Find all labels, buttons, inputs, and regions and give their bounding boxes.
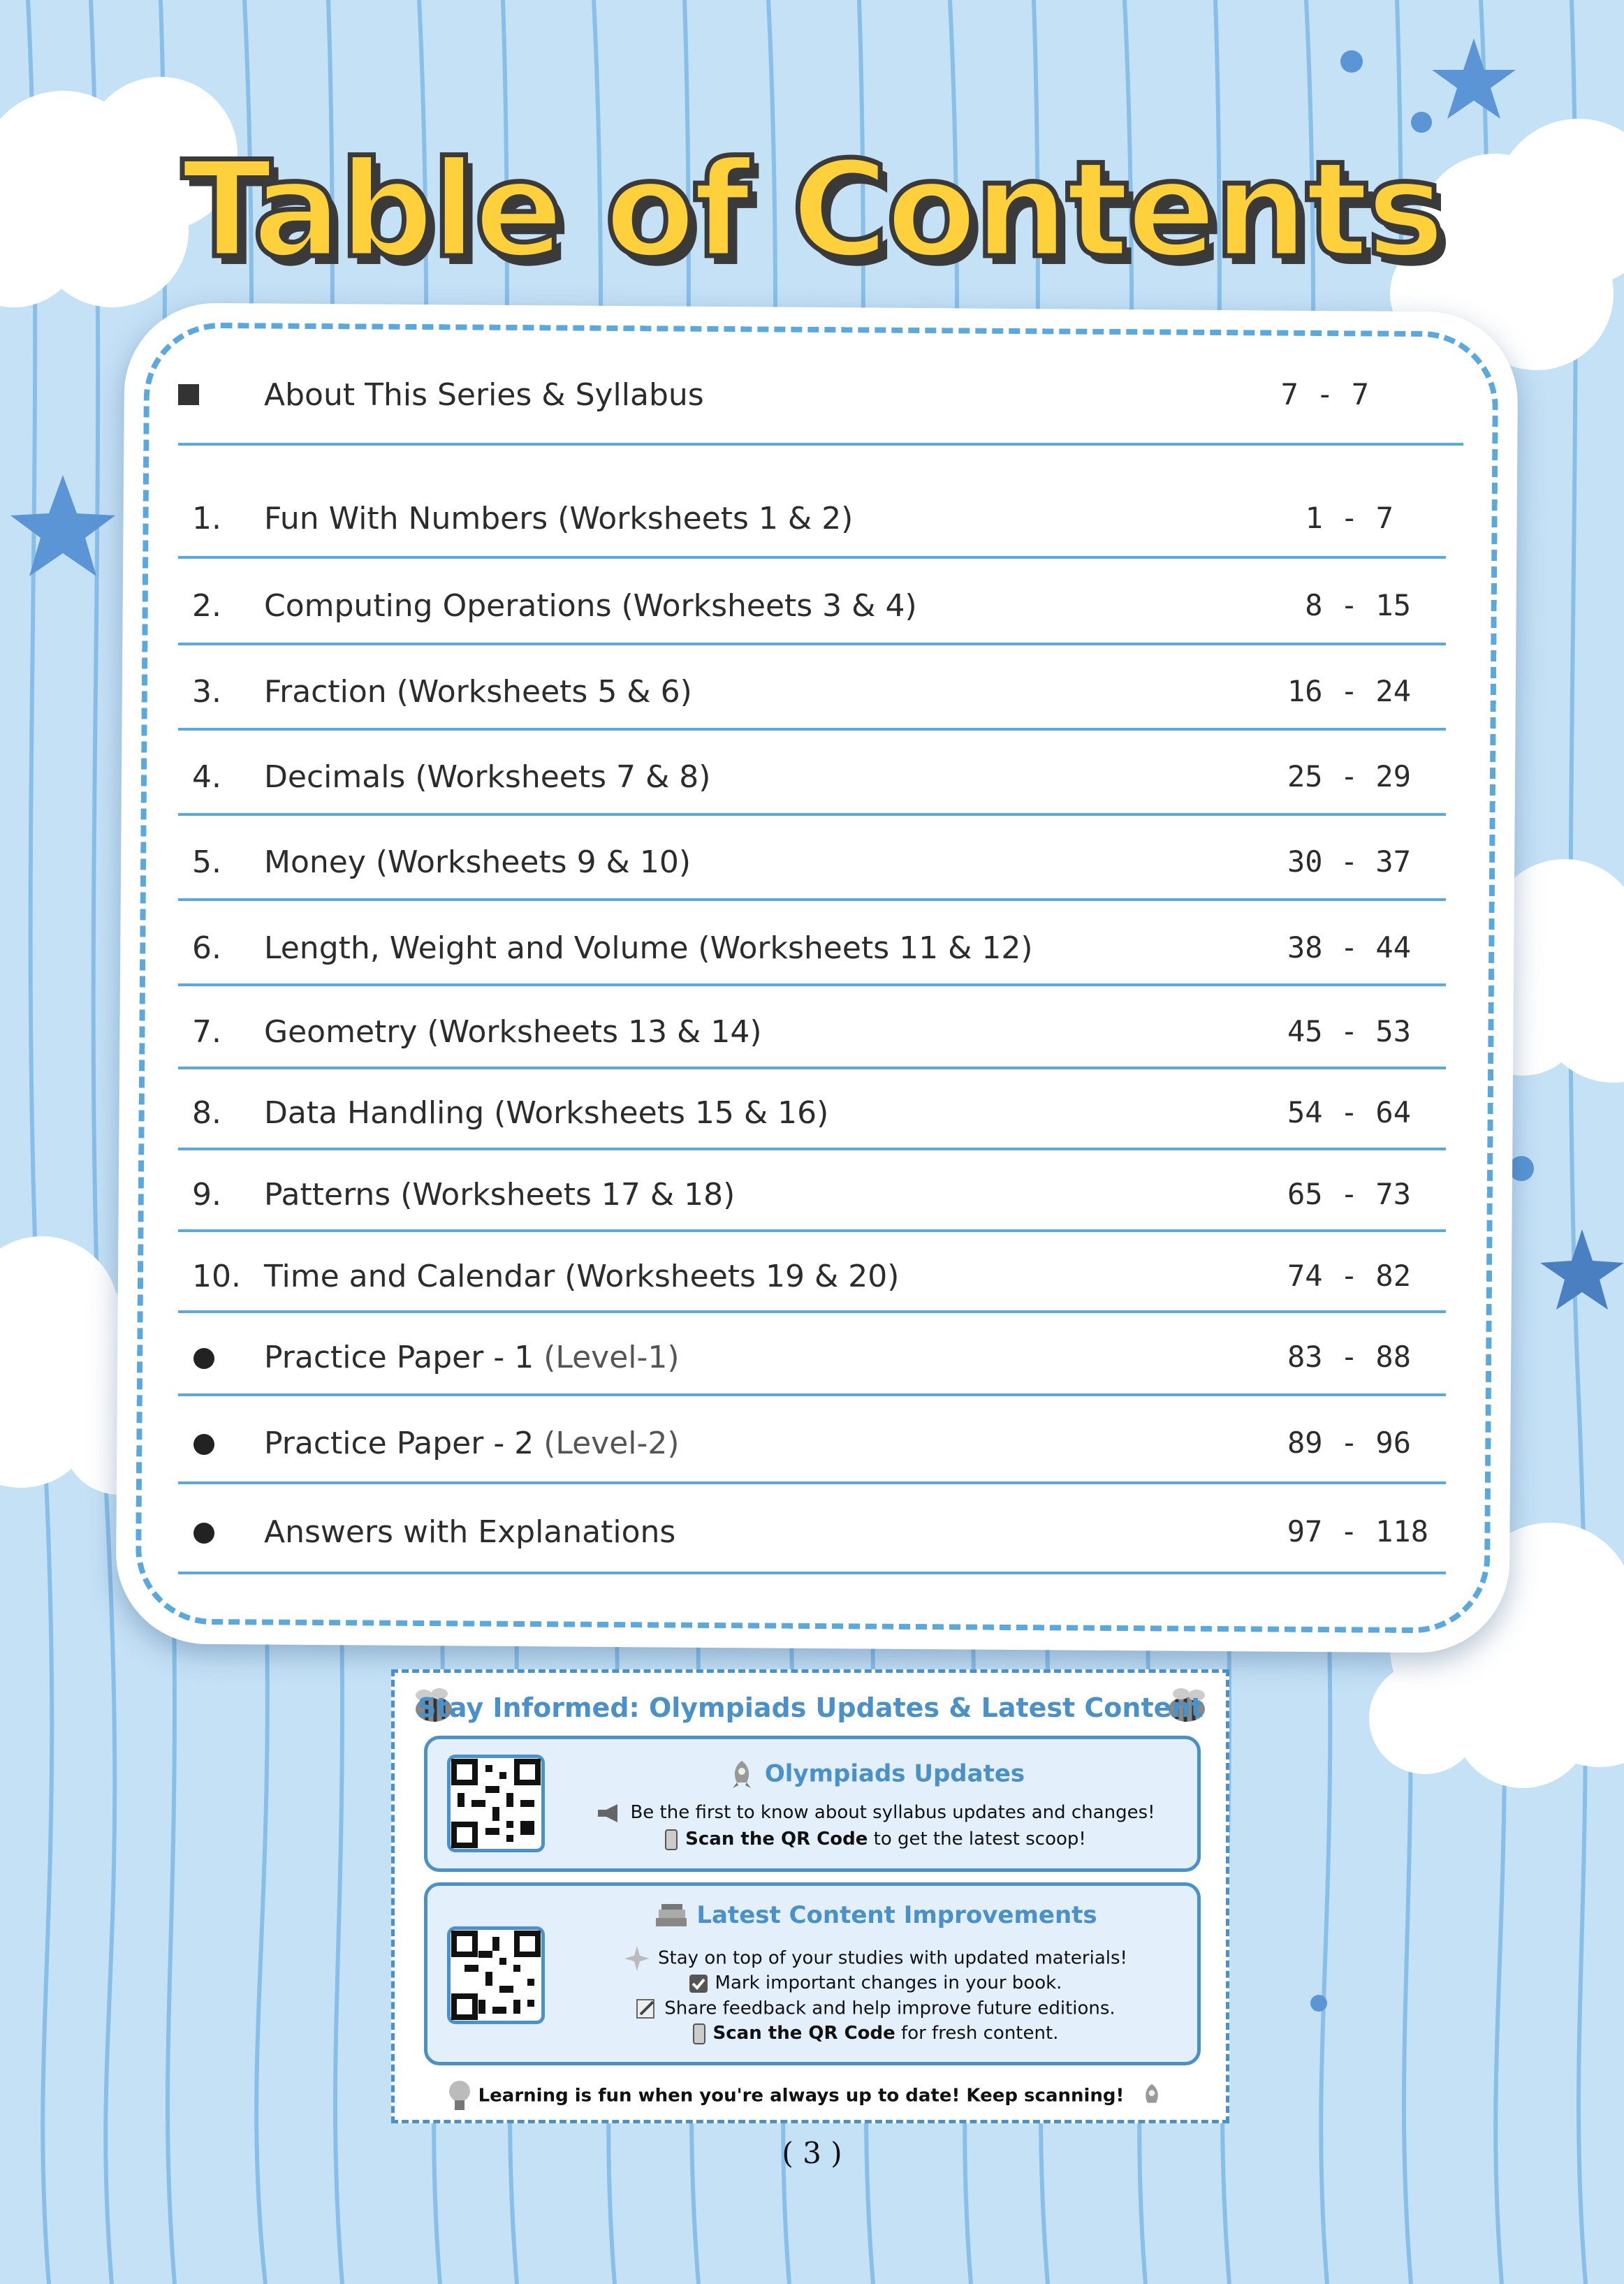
updates-title: Olympiads Updates: [567, 1759, 1183, 1791]
toc-label: Answers with Explanations: [264, 1514, 676, 1550]
divider: [178, 1481, 1446, 1484]
improvements-line-1: Stay on top of your studies with updated materials!: [567, 1945, 1183, 1972]
toc-pages: 45 - 53: [1287, 1014, 1411, 1048]
toc-number: 5.: [192, 844, 221, 880]
improvements-line-4: Scan the QR Code for fresh content.: [567, 2023, 1183, 2044]
toc-label: Data Handling (Worksheets 15 & 16): [264, 1095, 829, 1131]
toc-number: 4.: [192, 759, 221, 795]
toc-label: Decimals (Worksheets 7 & 8): [264, 759, 711, 795]
toc-number: 1.: [192, 501, 221, 536]
toc-pages: 1 - 7: [1305, 501, 1393, 535]
info-box: [391, 1669, 1229, 2123]
rocket-icon: [726, 1759, 758, 1791]
toc-number: 10.: [192, 1259, 241, 1294]
divider: [178, 813, 1446, 816]
star-icon: [1432, 38, 1516, 119]
toc-label: Practice Paper - 1 (Level-1): [264, 1340, 680, 1375]
divider: [178, 1148, 1446, 1150]
improvements-panel: [424, 1882, 1201, 2065]
toc-row[interactable]: [178, 759, 1446, 801]
qr-code-icon[interactable]: [447, 1926, 545, 2024]
toc-pages: 89 - 96: [1287, 1426, 1411, 1460]
toc-row[interactable]: [178, 674, 1446, 716]
toc-row[interactable]: [178, 1340, 1446, 1382]
sparkle-icon: [623, 1945, 651, 1972]
improvements-line-2: Mark important changes in your book.: [567, 1972, 1183, 1993]
toc-pages: 83 - 88: [1287, 1340, 1411, 1374]
toc-row[interactable]: [178, 588, 1446, 630]
megaphone-icon: [595, 1803, 623, 1824]
square-bullet-icon: [178, 384, 199, 405]
toc-pages: 38 - 44: [1287, 930, 1411, 965]
updates-line-2: Scan the QR Code to get the latest scoop!: [567, 1829, 1183, 1850]
divider: [178, 983, 1446, 986]
toc-pages: 97 - 118: [1287, 1514, 1428, 1549]
toc-label: Time and Calendar (Worksheets 19 & 20): [264, 1259, 900, 1294]
toc-number: 9.: [192, 1177, 221, 1213]
phone-icon: [692, 2023, 706, 2044]
toc-pages: 8 - 15: [1305, 588, 1411, 622]
toc-intro-row[interactable]: [178, 377, 1446, 419]
toc-number: 6.: [192, 930, 221, 966]
info-footer: Learning is fun when you're always up to date! Keep scanning!: [395, 2079, 1226, 2113]
divider: [178, 556, 1446, 559]
phone-icon: [664, 1829, 678, 1850]
bullet-icon: [193, 1434, 214, 1455]
toc-label: Fraction (Worksheets 5 & 6): [264, 674, 692, 710]
toc-row[interactable]: [178, 501, 1446, 543]
toc-label: Computing Operations (Worksheets 3 & 4): [264, 588, 917, 624]
toc-number: 2.: [192, 588, 221, 624]
qr-code-icon[interactable]: [447, 1755, 545, 1852]
books-icon: [653, 1903, 689, 1931]
toc-pages: 54 - 64: [1287, 1095, 1411, 1129]
toc-label: Practice Paper - 2 (Level-2): [264, 1426, 680, 1461]
bullet-icon: [193, 1348, 214, 1369]
toc-row[interactable]: [178, 930, 1446, 972]
divider: [178, 728, 1446, 731]
divider: [178, 1310, 1446, 1313]
rocket-icon: [1138, 2082, 1166, 2110]
toc-row[interactable]: [178, 1014, 1446, 1056]
page-title: Table of Contents: [182, 133, 1442, 287]
toc-row[interactable]: [178, 1514, 1446, 1556]
divider: [178, 1572, 1446, 1574]
divider: [178, 898, 1446, 901]
toc-pages: 25 - 29: [1287, 759, 1411, 793]
divider: [178, 443, 1463, 446]
star-icon: [1540, 1229, 1624, 1310]
lightbulb-icon: [448, 2079, 471, 2113]
divider: [178, 1229, 1446, 1232]
toc-label: Geometry (Worksheets 13 & 14): [264, 1014, 762, 1050]
improvements-line-3: Share feedback and help improve future editions.: [567, 1998, 1183, 2020]
toc-number: 7.: [192, 1014, 221, 1050]
toc-row[interactable]: [178, 1095, 1446, 1137]
checkbox-icon: [689, 1974, 708, 1993]
toc-pages: 65 - 73: [1287, 1177, 1411, 1211]
toc-pages: 30 - 37: [1287, 844, 1411, 879]
toc-row[interactable]: [178, 1426, 1446, 1467]
toc-row[interactable]: [178, 1177, 1446, 1219]
toc-label: Patterns (Worksheets 17 & 18): [264, 1177, 736, 1213]
toc-pages: 74 - 82: [1287, 1259, 1411, 1293]
toc-row[interactable]: [178, 844, 1446, 886]
toc-number: 3.: [192, 674, 221, 710]
info-box-title: Stay Informed: Olympiads Updates & Latest Content: [417, 1692, 1204, 1723]
toc-row[interactable]: [178, 1259, 1446, 1301]
toc-label: Money (Worksheets 9 & 10): [264, 844, 691, 880]
toc-pages: 16 - 24: [1287, 674, 1411, 708]
updates-panel: [424, 1736, 1201, 1872]
memo-icon: [635, 1998, 657, 2020]
page-number: ( 3 ): [782, 2136, 842, 2170]
updates-line-1: Be the first to know about syllabus updates and changes!: [567, 1802, 1183, 1824]
improvements-title: Latest Content Improvements: [567, 1901, 1183, 1931]
toc-number: 8.: [192, 1095, 221, 1131]
toc-label: About This Series & Syllabus: [264, 377, 704, 413]
divider: [178, 1067, 1446, 1069]
bullet-icon: [193, 1523, 214, 1544]
toc-pages: 7 - 7: [1280, 377, 1369, 411]
toc-label: Fun With Numbers (Worksheets 1 & 2): [264, 501, 854, 536]
toc-label: Length, Weight and Volume (Worksheets 11 & 12): [264, 930, 1033, 966]
divider: [178, 1393, 1446, 1396]
divider: [178, 643, 1446, 645]
